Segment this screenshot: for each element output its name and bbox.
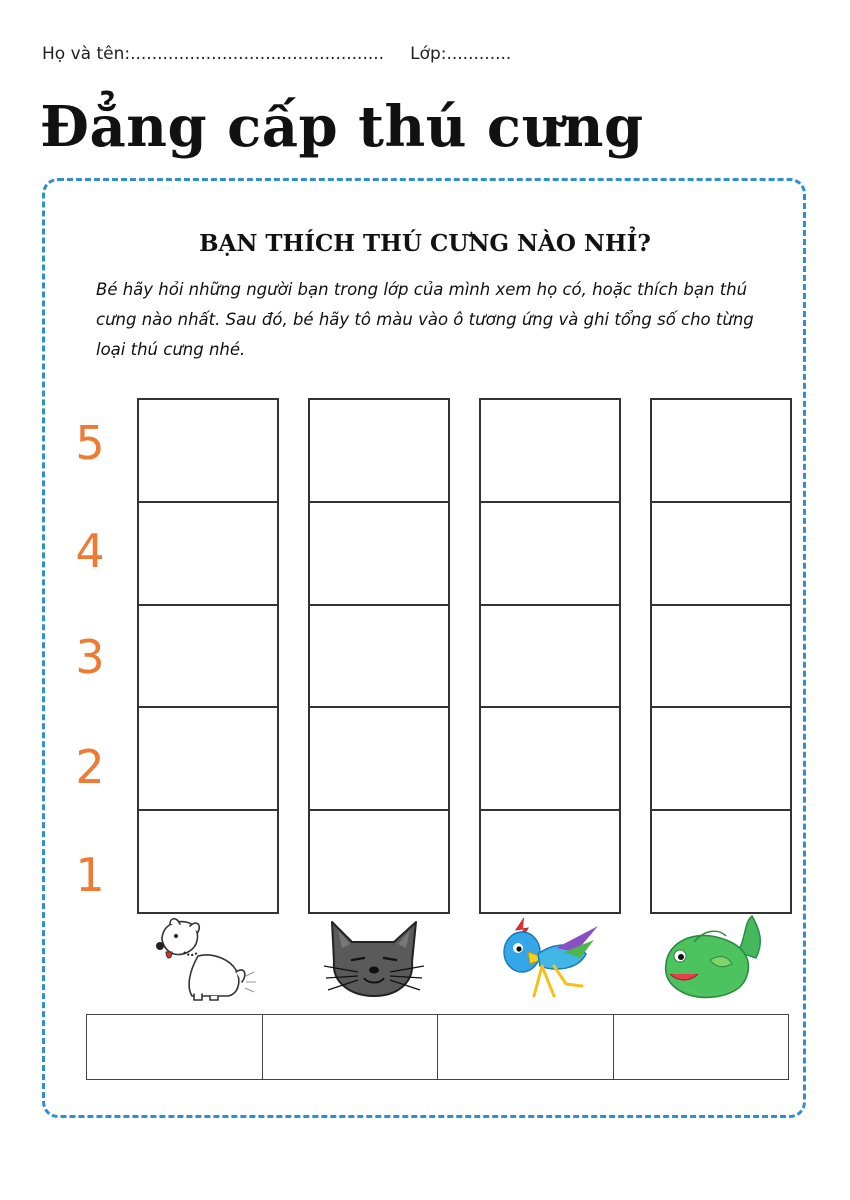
name-field[interactable]: Họ và tên:............................................... (42, 44, 385, 64)
cat-icon (318, 912, 428, 1004)
y-label-1: 1 (75, 848, 105, 902)
total-cat-box[interactable] (263, 1015, 439, 1079)
cell-fish-5[interactable] (652, 400, 790, 503)
class-field[interactable]: Lớp:............ (410, 44, 512, 64)
instructions-text: Bé hãy hỏi những người bạn trong lớp của mình xem họ có, hoặc thích bạn thú cưng nào nhất. Sau đó, bé hãy tô màu vào ô tương ứng và ghi tổng số cho từng loại thú cưng nhé. (96, 280, 754, 359)
column-bird (479, 398, 621, 914)
cell-bird-2[interactable] (481, 708, 619, 811)
totals-row (86, 1014, 789, 1080)
cell-dog-2[interactable] (139, 708, 277, 811)
cell-fish-2[interactable] (652, 708, 790, 811)
cell-cat-4[interactable] (310, 503, 448, 606)
column-cat (308, 398, 450, 914)
y-label-4: 4 (75, 524, 105, 578)
y-label-5: 5 (75, 416, 105, 470)
y-label-2: 2 (75, 740, 105, 794)
total-bird-box[interactable] (438, 1015, 614, 1079)
column-fish (650, 398, 792, 914)
cell-dog-1[interactable] (139, 811, 277, 912)
bird-icon (494, 912, 604, 1004)
cell-bird-3[interactable] (481, 606, 619, 709)
cell-bird-4[interactable] (481, 503, 619, 606)
y-label-3: 3 (75, 630, 105, 684)
total-dog-box[interactable] (87, 1015, 263, 1079)
cell-dog-3[interactable] (139, 606, 277, 709)
fish-icon (660, 912, 770, 1004)
cell-dog-5[interactable] (139, 400, 277, 503)
section-heading: BẠN THÍCH THÚ CƯNG NÀO NHỈ? (199, 230, 651, 257)
dog-icon (150, 912, 260, 1004)
cell-fish-4[interactable] (652, 503, 790, 606)
column-dog (137, 398, 279, 914)
page-title: Đẳng cấp thú cưng (40, 94, 644, 160)
student-info-line (42, 44, 511, 64)
cell-cat-2[interactable] (310, 708, 448, 811)
cell-cat-1[interactable] (310, 811, 448, 912)
cell-fish-1[interactable] (652, 811, 790, 912)
total-fish-box[interactable] (614, 1015, 789, 1079)
cell-fish-3[interactable] (652, 606, 790, 709)
cell-cat-5[interactable] (310, 400, 448, 503)
cell-bird-1[interactable] (481, 811, 619, 912)
cell-bird-5[interactable] (481, 400, 619, 503)
cell-dog-4[interactable] (139, 503, 277, 606)
cell-cat-3[interactable] (310, 606, 448, 709)
